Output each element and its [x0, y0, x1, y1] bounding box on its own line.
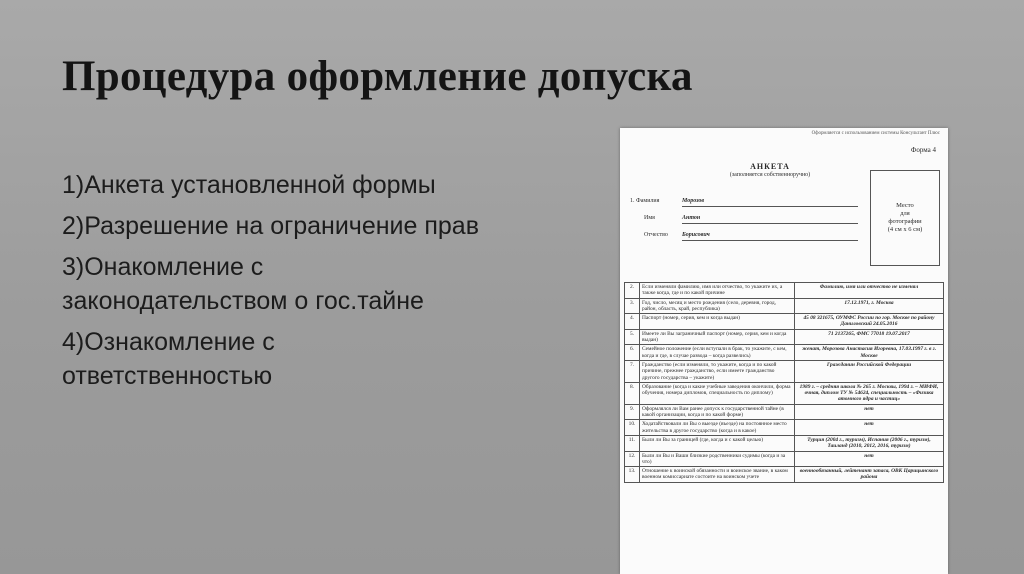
row-question: Семейное положение (если вступали в брак, то укажите, с кем, когда и где, в случае развода – когда развелись): [640, 345, 795, 361]
row-question: Были ли Вы и Ваши близкие родственники судимы (когда и за что): [640, 451, 795, 467]
form-title: АНКЕТА: [750, 162, 790, 171]
row-answer: нет: [795, 404, 944, 420]
row-answer: 17.12.1971, г. Москва: [795, 298, 944, 314]
row-question: Ходатайствовали ли Вы о выезде (въезде) на постоянное место жительства в другое государство (когда и в какое): [640, 420, 795, 436]
surname-value: Морозов: [682, 198, 858, 207]
form-subtitle: (заполняется собственноручно): [729, 172, 811, 178]
row-number: 2.: [625, 283, 640, 299]
row-answer: Фамилию, имя или отчество не изменял: [795, 283, 944, 299]
table-row: [625, 283, 944, 299]
row-question: Были ли Вы за границей (где, когда и с какой целью): [640, 435, 795, 451]
row-question: Отношение к воинской обязанности и воинское звание, в каком военном комиссариате состоите на воинском учете: [640, 467, 795, 483]
row-question: Имеете ли Вы заграничный паспорт (номер, серия, кем и когда выдан): [640, 329, 795, 345]
bullet-item: 4)Ознакомление с ответственностью: [62, 328, 275, 390]
questionnaire-table: [624, 282, 944, 483]
photo-label: (4 см х 6 см): [887, 226, 923, 233]
row-number: 9.: [625, 404, 640, 420]
row-number: 13.: [625, 467, 640, 483]
row-answer: военнообязанный, лейтенант запаса, ОВК Царицынского района: [795, 467, 944, 483]
row-answer: нет: [795, 451, 944, 467]
bullet-item: 3)Онакомление с законодательством о гос.тайне: [62, 253, 424, 315]
form-header-note: Оформляется с использованием системы Консультант Плюс: [811, 131, 940, 136]
patronymic-row: [630, 232, 860, 241]
table-row: [625, 420, 944, 436]
row-answer: 45 08 321675, ОУМФС России по гор. Москве по району Даниловский 24.05.2016: [795, 314, 944, 330]
firstname-row: [630, 215, 860, 224]
table-row: [625, 435, 944, 451]
table-row: [625, 382, 944, 404]
surname-row: [630, 198, 860, 207]
row-number: 7.: [625, 360, 640, 382]
patronymic-value: Борисович: [682, 232, 858, 241]
row-number: 5.: [625, 329, 640, 345]
patronymic-label: Отчество: [644, 232, 668, 238]
row-answer: 1989 г. – средняя школа № 265 г. Москвы, 1994 г. – МИФИ, очная, диплом ТУ № 54624, специальность – «Физика атомного ядра и частиц»: [795, 382, 944, 404]
row-question: Оформлялся ли Вам ранее допуск к государственной тайне (в какой организации, когда и по какой форме): [640, 404, 795, 420]
row-answer: Турция (2004 г., туризм), Испания (2006 г., туризм), Таиланд (2010, 2012, 2016, туризм): [795, 435, 944, 451]
row-answer: нет: [795, 420, 944, 436]
photo-placeholder: [870, 170, 940, 266]
firstname-label: Имя: [644, 215, 655, 221]
row-question: Если изменяли фамилию, имя или отчество, то укажите их, а также когда, где и по какой причине: [640, 283, 795, 299]
row-number: 6.: [625, 345, 640, 361]
firstname-value: Антон: [682, 215, 858, 224]
row-number: 11.: [625, 435, 640, 451]
row-number: 10.: [625, 420, 640, 436]
row-answer: женат, Морозова Анастасия Игоревна, 17.03.1997 г. в г. Москве: [795, 345, 944, 361]
row-question: Гражданство (если изменяли, то укажите, когда и по какой причине, прежнее гражданство, если имеете гражданство другого государства – укажите): [640, 360, 795, 382]
row-answer: Гражданин Российской Федерации: [795, 360, 944, 382]
table-row: [625, 329, 944, 345]
photo-label: фотографии: [888, 218, 922, 225]
bullet-list: [62, 168, 482, 400]
row-number: 8.: [625, 382, 640, 404]
row-question: Год, число, месяц и место рождения (село, деревня, город, район, область, край, республика): [640, 298, 795, 314]
table-row: [625, 345, 944, 361]
row-number: 3.: [625, 298, 640, 314]
photo-label: Место: [896, 202, 914, 209]
row-number: 4.: [625, 314, 640, 330]
bullet-item: 2)Разрешение на ограничение прав: [62, 212, 479, 240]
table-row: [625, 451, 944, 467]
table-row: [625, 360, 944, 382]
row-question: Паспорт (номер, серия, кем и когда выдан): [640, 314, 795, 330]
row-question: Образование (когда и какие учебные заведения окончили, форма обучения, номера дипломов, специальность по диплому): [640, 382, 795, 404]
questionnaire-form-image: [620, 128, 948, 574]
surname-label: 1. Фамилия: [630, 198, 660, 204]
row-number: 12.: [625, 451, 640, 467]
bullet-item: 1)Анкета установленной формы: [62, 171, 436, 199]
photo-label: для: [900, 210, 910, 217]
table-row: [625, 467, 944, 483]
table-row: [625, 404, 944, 420]
table-row: [625, 314, 944, 330]
slide-title: Процедура оформление допуска: [62, 53, 693, 100]
row-answer: 71 2137265, ФМС 77018 19.07.2017: [795, 329, 944, 345]
form-number: Форма 4: [910, 146, 936, 154]
table-row: [625, 298, 944, 314]
